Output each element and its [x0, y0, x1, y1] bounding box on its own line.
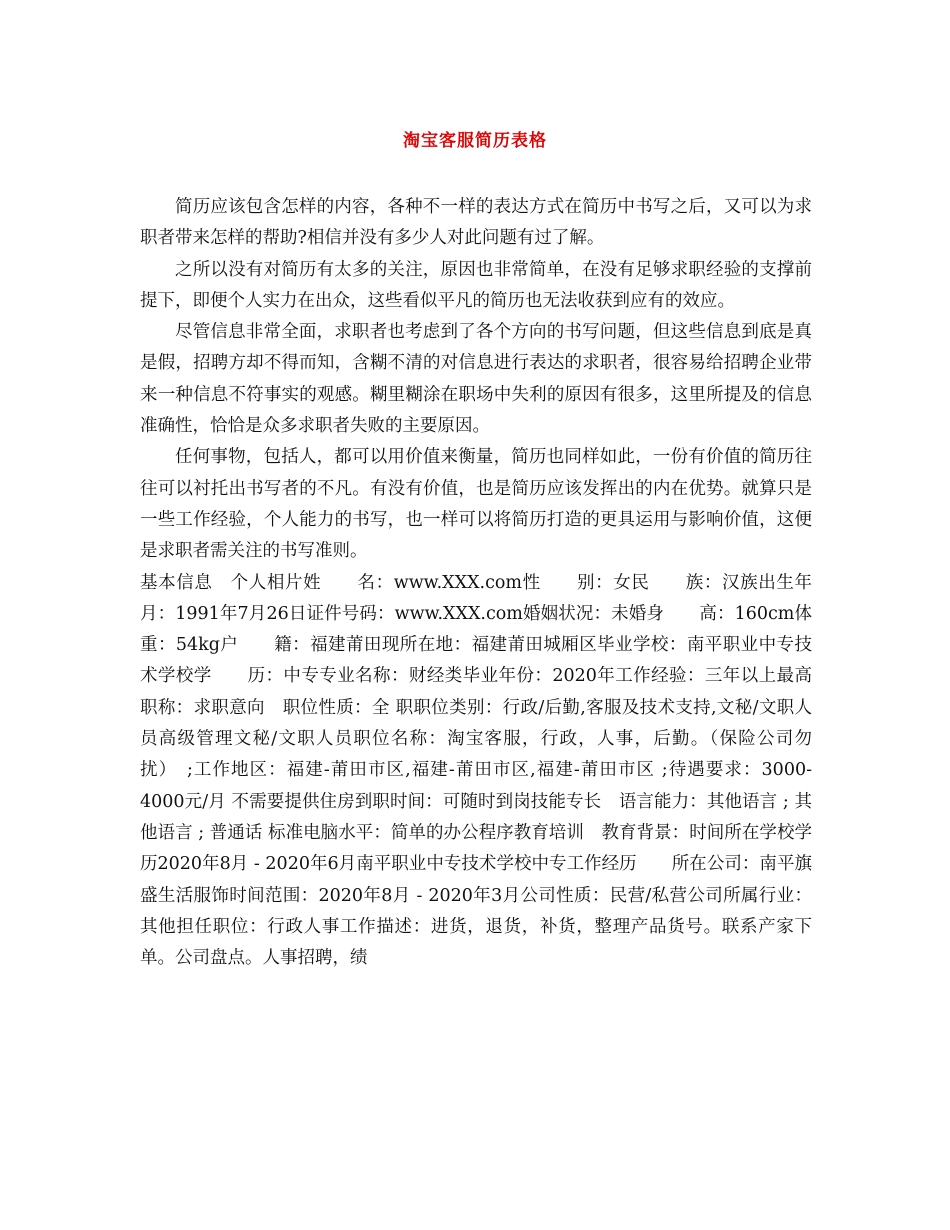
paragraph-value: 任何事物，包括人，都可以用价值来衡量，简历也同样如此，一份有价值的简历往往可以衬托出书写者的不凡。有没有价值，也是简历应该发挥出的内在优势。就算只是一些工作经验，个人能力的书写，也一样可以将简历打造的更具运用与影响价值，这便是求职者需关注的书写准则。: [140, 447, 812, 562]
document-body: [140, 192, 812, 974]
paragraph-intro: 简历应该包含怎样的内容，各种不一样的表达方式在简历中书写之后，又可以为求职者带来怎样的帮助?相信并没有多少人对此问题有过了解。: [140, 197, 812, 249]
paragraph-accuracy: 尽管信息非常全面，求职者也考虑到了各个方向的书写问题，但这些信息到底是真是假，招聘方却不得而知，含糊不清的对信息进行表达的求职者，很容易给招聘企业带来一种信息不符事实的观感。糊里糊涂在职场中失利的原因有很多，这里所提及的信息准确性，恰恰是众多求职者失败的主要原因。: [140, 322, 812, 437]
resume-info-block: 基本信息 个人相片姓 名：www.XXX.com性 别：女民 族：汉族出生年月：1991年7月26日证件号码：www.XXX.com婚姻状况：未婚身 高：160cm体重：54kg户 籍：福建莆田现所在地：福建莆田城厢区毕业学校：南平职业中专技术学校学 历：中专专业名称：财经类毕业年份：2020年工作经验：三年以上最高职称：求职意向 职位性质：全 职职位类别：行政/后勤,客服及技术支持,文秘/文职人员高级管理文秘/文职人员职位名称：淘宝客服，行政，人事，后勤。（保险公司勿扰） ;工作地区：福建-莆田市区,福建-莆田市区,福建-莆田市区 ;待遇要求：3000-4000元/月 不需要提供住房到职时间：可随时到岗技能专长 语言能力：其他语言 ; 其他语言 ; 普通话 标准电脑水平：简单的办公程序教育培训 教育背景：时间所在学校学历2020年8月 - 2020年6月南平职业中专技术学校中专工作经历 所在公司：南平旗盛生活服饰时间范围：2020年8月 - 2020年3月公司性质：民营/私营公司所属行业：其他担任职位：行政人事工作描述：进货，退货，补货，整理产品货号。联系产家下单。公司盘点。人事招聘，绩: [140, 572, 812, 969]
document-title: 淘宝客服简历表格: [403, 131, 547, 151]
paragraph-attention: 之所以没有对简历有太多的关注，原因也非常简单，在没有足够求职经验的支撑前提下，即便个人实力在出众，这些看似平凡的简历也无法收获到应有的效应。: [140, 259, 812, 311]
